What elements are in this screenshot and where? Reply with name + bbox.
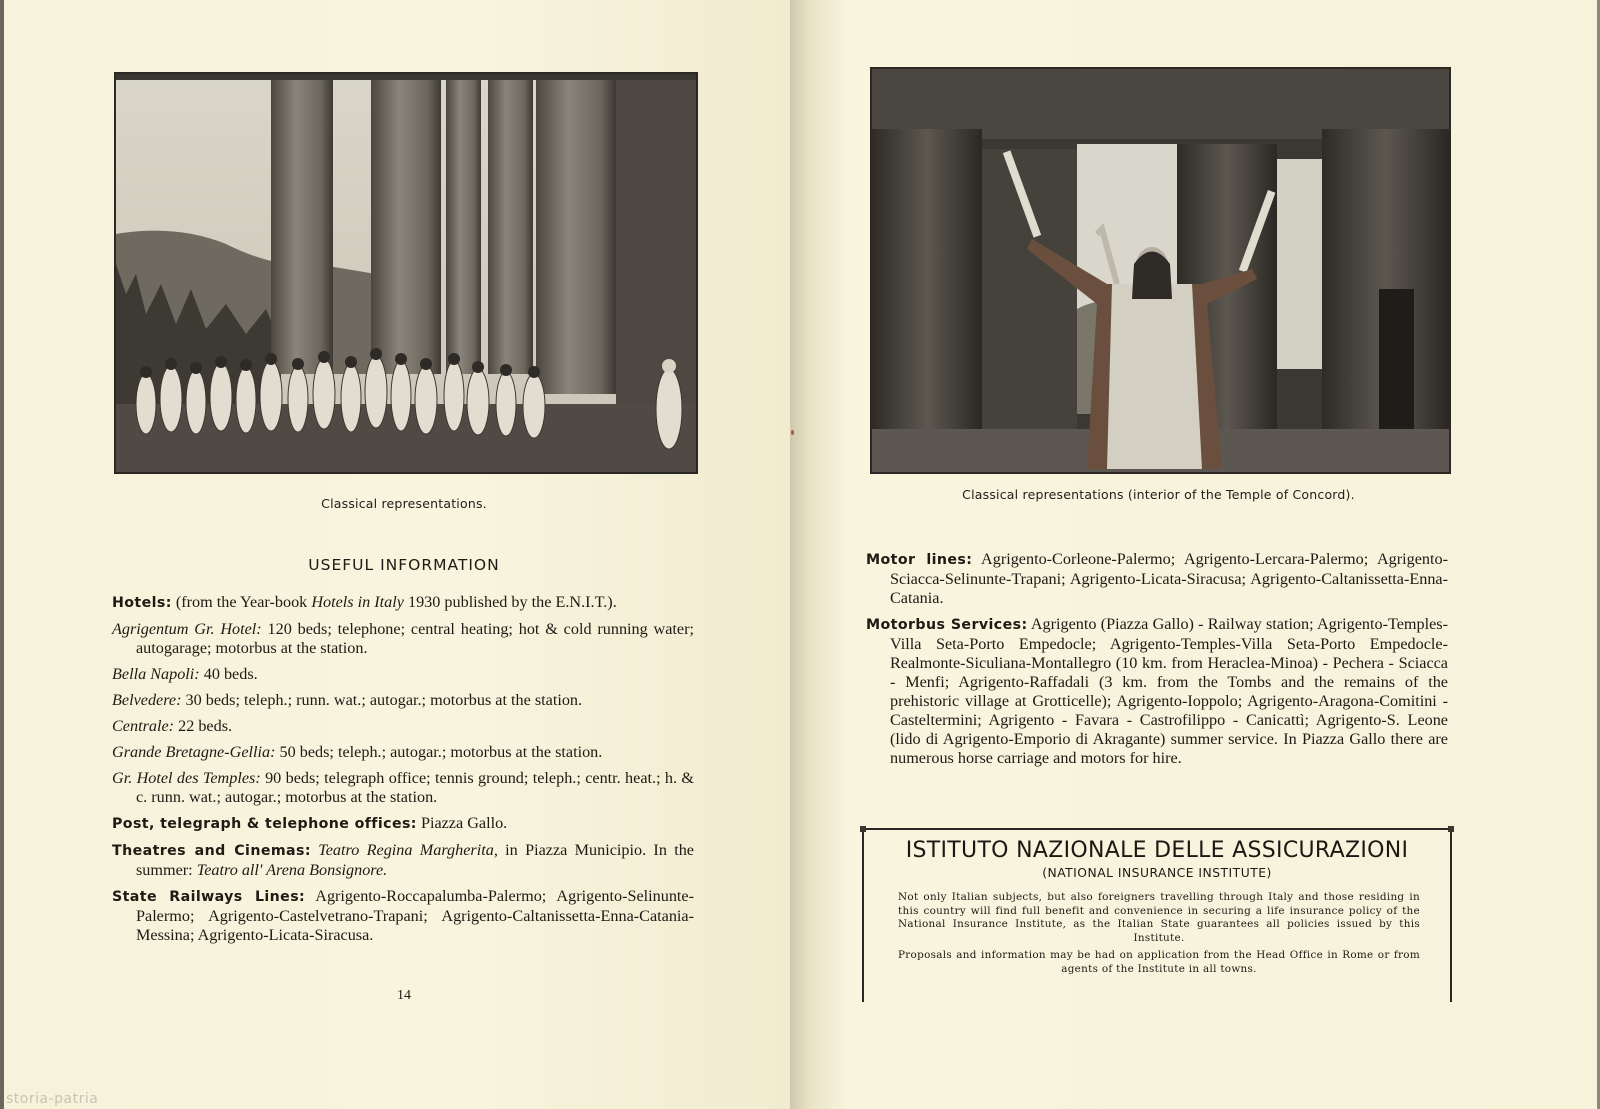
- hotel-details: 22 beds.: [174, 717, 233, 735]
- post-offices-text: Piazza Gallo.: [416, 814, 508, 832]
- useful-information-list: [112, 593, 694, 952]
- theatres-label: Theatres and Cinemas:: [112, 843, 311, 859]
- railways-entry: [112, 887, 694, 945]
- yearbook-title: Hotels in Italy: [311, 593, 404, 611]
- hotel-entry: [112, 769, 694, 807]
- temple-chorus-illustration: [116, 74, 696, 472]
- theatres-text: in Piazza Municipio. In the summer:: [136, 841, 694, 879]
- section-heading: USEFUL INFORMATION: [308, 556, 500, 574]
- hotel-entry: [112, 665, 694, 684]
- hotel-name: Grande Bretagne-Gellia:: [112, 743, 276, 761]
- ad-body: [898, 891, 1420, 981]
- hotel-details: 50 beds; teleph.; autogar.; motorbus at the station.: [275, 743, 603, 761]
- post-offices-entry: [112, 814, 694, 834]
- hotel-entry: [112, 743, 694, 762]
- book-edge: [0, 0, 4, 1109]
- hotel-details: 90 beds; telegraph office; tennis ground; teleph.; centr. heat.; h. & c. runn. wat.; autogar.; motorbus at the station.: [136, 769, 695, 806]
- hotels-intro: [112, 593, 694, 613]
- photo-temple-of-concord-interior: [870, 67, 1451, 474]
- watermark: storia-patria: [6, 1091, 99, 1107]
- hotel-name: Gr. Hotel des Temples:: [112, 769, 261, 787]
- hotel-details: 40 beds.: [199, 665, 258, 683]
- gutter-mark: [791, 430, 794, 435]
- hotel-name: Agrigentum Gr. Hotel:: [112, 620, 262, 638]
- photo-classical-representations: [114, 72, 698, 474]
- motorbus-entry: [866, 615, 1448, 768]
- priestess-illustration: [872, 69, 1449, 472]
- summer-theatre-name: Teatro all' Arena Bonsignore.: [196, 861, 388, 879]
- railways-label: State Railways Lines:: [112, 889, 306, 905]
- motorbus-text: Agrigento (Piazza Gallo) - Railway station; Agrigento-Temples-Villa Seta-Porto Empedocle; Agrigento-Temples-Villa Seta-Porto Empedocle-Realmonte-Siculiana-Montallegro (10 km. from Heraclea-Minoa) - Pechera - Sciacca - Menfi; Agrigento-Raffadali (3 km. from the Tombs and the remains of the prehistoric village at Grotticelle); Agrigento-Ioppolo; Agrigento-Aragona-Comitini - Casteltermini; Agrigento - Favara - Castrofilippo - Canicattì; Agrigento-S. Leone (lido di Agrigento-Emporio di Akragante) summer service. In Piazza Gallo there are numerous horse carriage and motors for hire.: [890, 615, 1448, 767]
- motor-lines-label: Motor lines:: [866, 552, 973, 568]
- left-page: [0, 0, 790, 1109]
- border-ornament: [860, 826, 866, 832]
- hotel-name: Belvedere:: [112, 691, 182, 709]
- photo-caption: Classical representations.: [321, 496, 487, 511]
- ad-paragraph: Proposals and information may be had on application from the Head Office in Rome or from agents of the Institute in all towns.: [898, 949, 1420, 975]
- hotel-details: 120 beds; telephone; central heating; hot & cold running water; autogarage; motorbus at the station.: [136, 620, 695, 657]
- hotels-intro-text: (from the Year-book: [171, 593, 312, 611]
- motorbus-label: Motorbus Services:: [866, 617, 1028, 633]
- theatre-name: Teatro Regina Margherita,: [318, 841, 498, 859]
- photo-caption: Classical representations (interior of the Temple of Concord).: [962, 487, 1355, 502]
- ad-subtitle: (NATIONAL INSURANCE INSTITUTE): [1042, 866, 1272, 880]
- transport-info: [866, 550, 1448, 775]
- theatres-entry: [112, 841, 694, 880]
- insurance-advertisement: [862, 828, 1452, 1002]
- motor-lines-text: Agrigento-Corleone-Palermo; Agrigento-Lercara-Palermo; Agrigento-Sciacca-Selinunte-Trapani; Agrigento-Licata-Siracusa; Agrigento-Caltanissetta-Enna-Catania.: [890, 550, 1449, 607]
- hotel-name: Centrale:: [112, 717, 175, 735]
- motor-lines-entry: [866, 550, 1448, 608]
- hotel-entry: [112, 717, 694, 736]
- post-offices-label: Post, telegraph & telephone offices:: [112, 816, 417, 832]
- page-number: 14: [397, 988, 411, 1003]
- border-ornament: [1448, 826, 1454, 832]
- ad-title: ISTITUTO NAZIONALE DELLE ASSICURAZIONI: [905, 838, 1409, 863]
- railways-text: Agrigento-Roccapalumba-Palermo; Agrigento-Selinunte-Palermo; Agrigento-Castelvetrano-Trapani; Agrigento-Caltanissetta-Enna-Catania-Messina; Agrigento-Licata-Siracusa.: [136, 887, 694, 944]
- hotels-label: Hotels:: [112, 595, 172, 611]
- hotel-name: Bella Napoli:: [112, 665, 200, 683]
- hotel-entry: [112, 620, 694, 658]
- hotels-intro-text-end: 1930 published by the E.N.I.T.).: [403, 593, 617, 611]
- hotel-details: 30 beds; teleph.; runn. wat.; autogar.; motorbus at the station.: [181, 691, 583, 709]
- ad-paragraph: Not only Italian subjects, but also foreigners travelling through Italy and those residing in this country will find full benefit and convenience in securing a life insurance policy of the National Insurance Institute, as the Italian State guarantees all policies issued by this Institute.: [898, 891, 1420, 944]
- hotel-entry: [112, 691, 694, 710]
